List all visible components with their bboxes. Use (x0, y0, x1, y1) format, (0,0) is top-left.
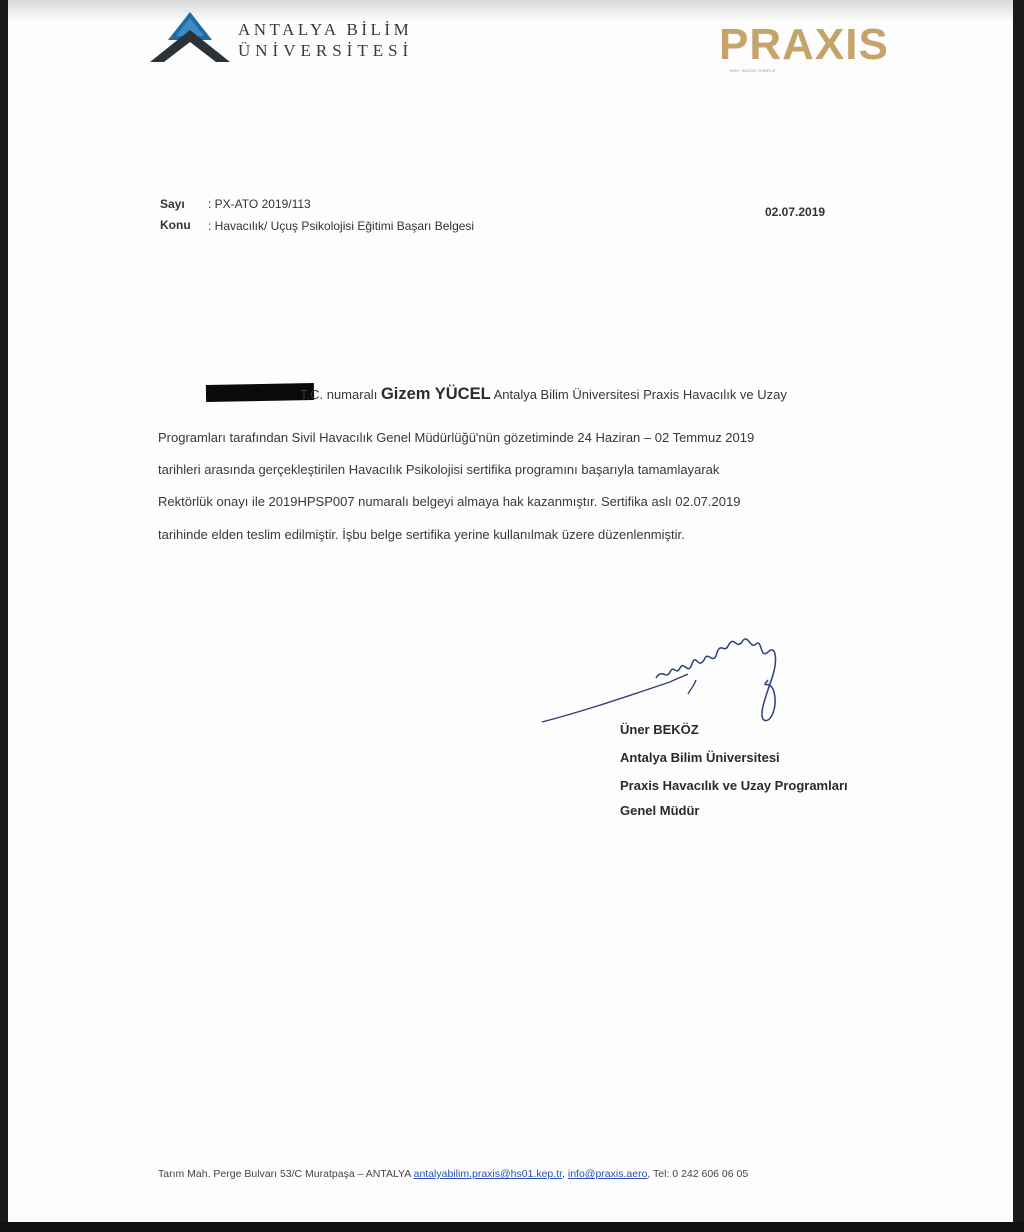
mountain-logo-icon (146, 10, 234, 66)
logo-text-line1: ANTALYA BİLİM (238, 20, 413, 39)
sayi-value: : PX-ATO 2019/113 (208, 197, 311, 211)
document-page (8, 0, 1013, 1222)
footer-address-bar (158, 1168, 878, 1180)
handwritten-signature (538, 620, 798, 730)
letter-line-1-rest: Antalya Bilim Üniversitesi Praxis Havacılık ve Uzay (493, 387, 787, 402)
footer-address: Tarım Mah. Perge Bulvarı 53/C Muratpaşa – ANTALYA (158, 1168, 411, 1180)
signer-name: Üner BEKÖZ (620, 722, 699, 737)
letter-line-5: tarihinde elden teslim edilmiştir. İşbu belge sertifika yerine kullanılmak üzere düzenlenmiştir. (158, 527, 685, 542)
footer-info-email-link[interactable]: info@praxis.aero (567, 1168, 648, 1180)
tc-number-suffix: T.C. numaralı (300, 387, 378, 402)
footer-separator: , (562, 1168, 565, 1180)
signer-org-1: Antalya Bilim Üniversitesi (620, 750, 780, 765)
redaction-bar (206, 383, 314, 402)
antalya-bilim-logo (146, 10, 436, 70)
letter-line-3: tarihleri arasında gerçekleştirilen Havacılık Psikolojisi sertifika programını başarıyla tamamlayarak (158, 462, 720, 477)
praxis-logo-text: PRAXIS (719, 20, 889, 69)
logo-text-line2: ÜNİVERSİTESİ (238, 41, 414, 60)
document-date: 02.07.2019 (765, 205, 826, 219)
praxis-logo-tagline: WAY WOOD SIMPLE (730, 68, 776, 73)
konu-value: : Havacılık/ Uçuş Psikolojisi Eğitimi Başarı Belgesi (208, 219, 475, 233)
footer-kep-email-link[interactable]: antalyabilim.praxis@hs01.kep.tr (413, 1168, 563, 1180)
letter-line-2: Programları tarafından Sivil Havacılık Genel Müdürlüğü'nün gözetiminde 24 Haziran – 02 Temmuz 2019 (158, 430, 755, 445)
letter-line-1 (300, 384, 900, 405)
recipient-name: Gizem YÜCEL (380, 385, 491, 403)
sayi-label: Sayı (160, 197, 185, 211)
footer-phone: , Tel: 0 242 606 06 05 (647, 1168, 749, 1180)
letter-line-4: Rektörlük onayı ile 2019HPSP007 numaralı belgeyi almaya hak kazanmıştır. Sertifika aslı 02.07.2019 (158, 494, 741, 509)
signer-org-2: Praxis Havacılık ve Uzay Programları (620, 778, 848, 793)
signer-title: Genel Müdür (620, 803, 700, 818)
praxis-logo (716, 20, 889, 78)
konu-label: Konu (160, 218, 191, 232)
scan-bottom-edge (0, 1222, 1024, 1232)
